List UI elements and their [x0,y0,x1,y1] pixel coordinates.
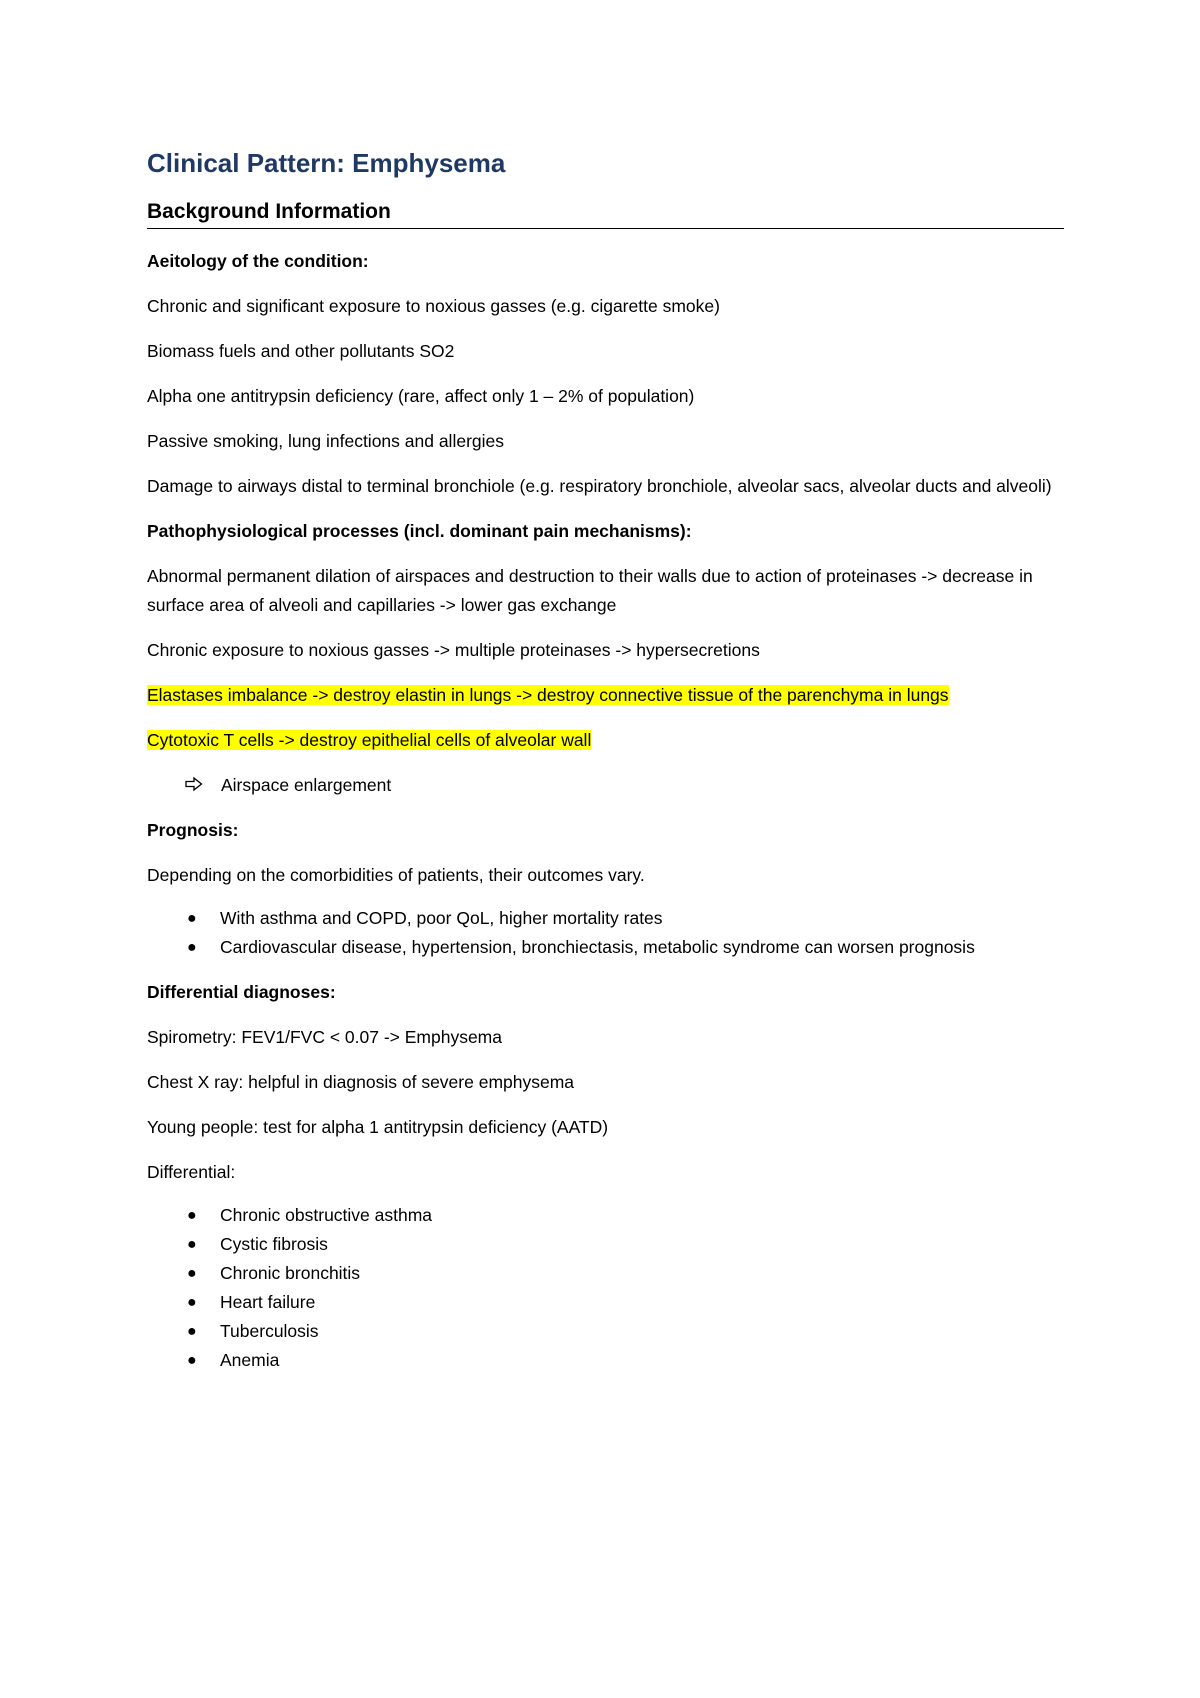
bullet-icon: ● [187,1236,197,1254]
bullet-icon: ● [187,1323,197,1341]
list-item-text: Cystic fibrosis [220,1234,328,1255]
section-heading: Background Information [147,199,1064,229]
arrow-point [147,771,1067,800]
list-item [147,1201,1067,1230]
aetiology-item: Damage to airways distal to terminal bronchiole (e.g. respiratory bronchiole, alveolar sacs, alveolar ducts and alveoli) [147,476,1052,497]
highlighted-text: Elastases imbalance -> destroy elastin in lungs -> destroy connective tissue of the parenchyma in lungs [147,685,949,706]
prognosis-list [147,904,1067,962]
aetiology-label: Aeitology of the condition: [147,251,369,272]
list-item [147,904,1067,933]
document-page [147,130,1067,1375]
list-item-text: Chronic bronchitis [220,1263,361,1284]
hollow-arrow-icon [185,771,221,800]
bullet-icon: ● [187,910,197,928]
differential-list [147,1201,1067,1375]
bullet-icon: ● [187,1294,197,1312]
differential-item: Chest X ray: helpful in diagnosis of severe emphysema [147,1072,575,1093]
list-item-text: Cardiovascular disease, hypertension, bronchiectasis, metabolic syndrome can worsen prognosis [220,937,975,958]
highlighted-paragraph [147,681,1067,710]
aetiology-item: Passive smoking, lung infections and allergies [147,431,504,452]
list-item [147,1230,1067,1259]
highlighted-text: Cytotoxic T cells -> destroy epithelial cells of alveolar wall [147,730,592,751]
list-item-text: Anemia [220,1350,280,1371]
aetiology-item: Chronic and significant exposure to noxious gasses (e.g. cigarette smoke) [147,296,720,317]
list-item-text: Heart failure [220,1292,316,1313]
bullet-icon: ● [187,1265,197,1283]
list-item [147,1317,1067,1346]
arrow-point-text: Airspace enlargement [221,775,392,796]
bullet-icon: ● [187,1352,197,1370]
bullet-icon: ● [187,939,197,957]
list-item [147,933,1067,962]
prognosis-label: Prognosis: [147,820,239,841]
list-item [147,1288,1067,1317]
differential-diagnoses-label: Differential diagnoses: [147,982,336,1003]
highlighted-paragraph [147,726,1067,755]
prognosis-text: Depending on the comorbidities of patients, their outcomes vary. [147,865,645,886]
list-item [147,1346,1067,1375]
differential-item: Spirometry: FEV1/FVC < 0.07 -> Emphysema [147,1027,502,1048]
pathophysiology-label: Pathophysiological processes (incl. dominant pain mechanisms): [147,521,692,542]
list-item-text: With asthma and COPD, poor QoL, higher mortality rates [220,908,663,929]
page-title: Clinical Pattern: Emphysema [147,148,506,178]
pathophysiology-item: Chronic exposure to noxious gasses -> multiple proteinases -> hypersecretions [147,640,760,661]
aetiology-item: Biomass fuels and other pollutants SO2 [147,341,455,362]
bullet-icon: ● [187,1207,197,1225]
list-item-text: Tuberculosis [220,1321,319,1342]
pathophysiology-item: Abnormal permanent dilation of airspaces and destruction to their walls due to action of proteinases -> decrease in surface area of alveoli and capillaries -> lower gas exchange [147,566,1033,616]
differential-sub-label: Differential: [147,1162,236,1183]
aetiology-item: Alpha one antitrypsin deficiency (rare, affect only 1 – 2% of population) [147,386,695,407]
differential-item: Young people: test for alpha 1 antitrypsin deficiency (AATD) [147,1117,609,1138]
list-item [147,1259,1067,1288]
list-item-text: Chronic obstructive asthma [220,1205,433,1226]
